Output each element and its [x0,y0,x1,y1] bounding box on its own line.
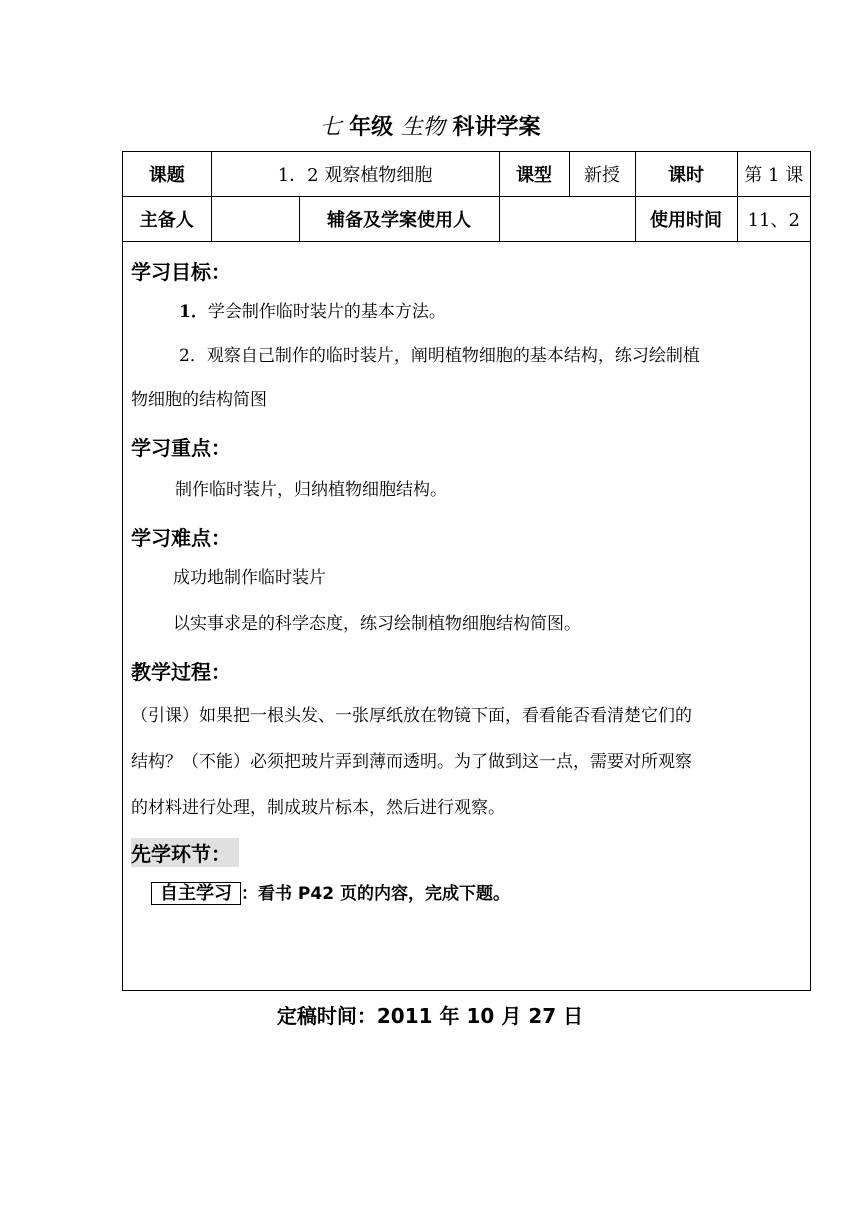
prelearn-task [151,872,510,916]
prelearn-heading: 先学环节： [131,838,239,867]
footer-day: 27 [528,1004,557,1028]
objective-item-1 [179,290,446,334]
footer-year: 2011 [376,1004,433,1028]
process-heading: 教学过程： [131,660,231,684]
process-line-3: 的材料进行处理，制成玻片标本，然后进行观察。 [131,798,505,818]
header-row-1 [123,152,810,197]
header-table [123,152,810,242]
footer-year-unit: 年 [439,1004,460,1028]
preparer-label: 主备人 [123,197,211,242]
self-study-box: 自主学习 [151,882,241,905]
objectives-heading: 学习目标： [131,260,231,284]
difficulty-line-1: 成功地制作临时装片 [173,568,326,588]
preparer-value [211,197,299,242]
footer-month: 10 [466,1004,495,1028]
period-value: 第 1 课 [737,152,810,197]
difficulties-heading: 学习难点： [131,526,231,550]
topic-label: 课题 [123,152,211,197]
title-subject: 生物 [400,115,445,140]
key-points-text: 制作临时装片，归纳植物细胞结构。 [175,480,447,500]
assistant-label: 辅备及学案使用人 [299,197,499,242]
period-label: 课时 [635,152,737,197]
header-row-2 [123,197,810,242]
objective-1-number: 1． [179,302,208,322]
prelearn-instruction: ：看书 P42 页的内容，完成下题。 [241,884,510,904]
footer-label: 定稿时间： [276,1004,377,1028]
assistant-value [499,197,635,242]
process-line-2: 结构？（不能）必须把玻片弄到薄而透明。为了做到这一点，需要对所观察 [131,752,692,772]
date-value: 11、2 [737,197,810,242]
title-doc-type: 科讲学案 [452,115,541,140]
footer-day-unit: 日 [563,1004,584,1028]
difficulty-line-2: 以实事求是的科学态度，练习绘制植物细胞结构简图。 [173,614,581,634]
key-points-heading: 学习重点： [131,436,231,460]
lesson-plan-frame [122,151,811,991]
title-grade: 七 [319,115,342,140]
objective-1-text: 学会制作临时装片的基本方法。 [207,302,446,322]
document-title [0,110,860,141]
footer-month-unit: 月 [501,1004,522,1028]
objective-item-2-line-1: 2．观察自己制作的临时装片，阐明植物细胞的基本结构，练习绘制植 [179,346,700,366]
type-label: 课型 [499,152,569,197]
objective-item-2-line-2: 物细胞的结构简图 [131,390,267,410]
process-line-1: （引课）如果把一根头发、一张厚纸放在物镜下面，看看能否看清楚它们的 [131,706,692,726]
type-value: 新授 [569,152,635,197]
date-label: 使用时间 [635,197,737,242]
finalized-date [0,1000,860,1029]
title-grade-suffix: 年级 [349,115,394,140]
topic-value: 1．2 观察植物细胞 [211,152,499,197]
